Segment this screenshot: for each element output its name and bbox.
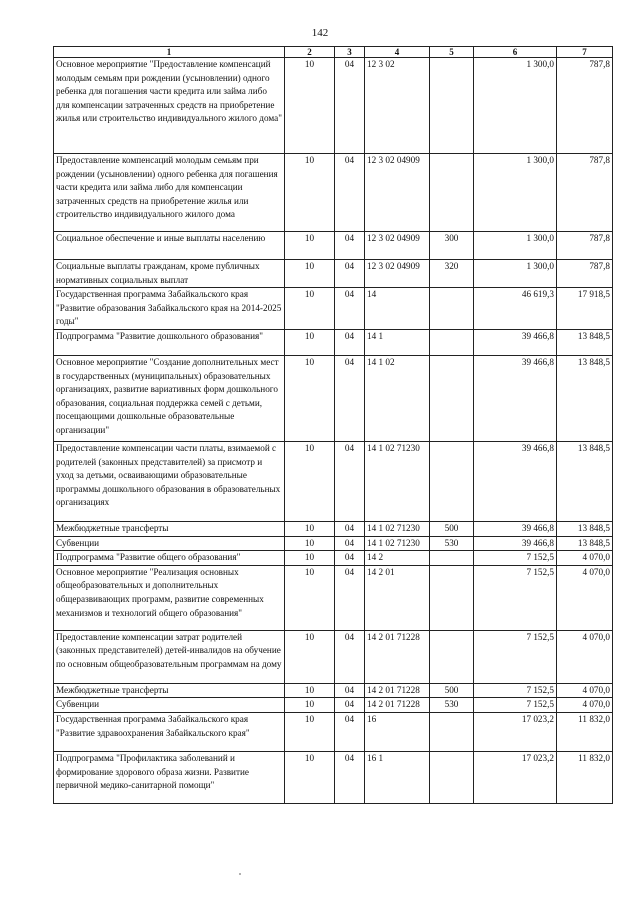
row-amount-planned: 17 023,2 [474,751,557,803]
row-subsection: 04 [335,355,365,441]
row-amount-executed: 13 848,5 [557,521,613,536]
row-amount-executed: 787,8 [557,232,613,260]
row-section: 10 [285,355,335,441]
table-row [54,154,613,232]
row-target-code: 14 2 01 71228 [365,683,430,698]
row-name: Предоставление компенсации затрат родителей (законных представителей) детей-инвалидов на обучение по основным общеобразовательным программам на дому [54,630,285,683]
row-amount-executed: 4 070,0 [557,565,613,630]
table-row [54,751,613,803]
table-row [54,536,613,551]
row-amount-planned: 17 023,2 [474,712,557,751]
row-subsection: 04 [335,630,365,683]
row-name: Основное мероприятие "Реализация основных общеобразовательных и дополнительных общеразвивающих программ, развитие современных механизмов и технологий общего образования" [54,565,285,630]
row-amount-executed: 13 848,5 [557,329,613,355]
row-subsection: 04 [335,683,365,698]
row-section: 10 [285,551,335,566]
table-row [54,329,613,355]
row-amount-executed: 787,8 [557,58,613,154]
row-target-code: 16 [365,712,430,751]
row-subsection: 04 [335,232,365,260]
row-expense-type [430,441,474,521]
row-section: 10 [285,232,335,260]
row-name: Социальные выплаты гражданам, кроме публичных нормативных социальных выплат [54,260,285,288]
row-section: 10 [285,58,335,154]
row-expense-type [430,58,474,154]
row-expense-type [430,751,474,803]
row-target-code: 14 [365,288,430,330]
row-expense-type: 530 [430,698,474,713]
row-target-code: 14 2 01 [365,565,430,630]
row-target-code: 14 1 02 71230 [365,521,430,536]
row-subsection: 04 [335,536,365,551]
column-header: 5 [430,47,474,58]
row-amount-executed: 13 848,5 [557,355,613,441]
row-amount-planned: 7 152,5 [474,630,557,683]
table-row [54,260,613,288]
row-amount-executed: 13 848,5 [557,441,613,521]
row-amount-planned: 1 300,0 [474,232,557,260]
row-name: Предоставление компенсаций молодым семьям при рождении (усыновлении) одного ребенка для погашения части кредита или займа либо для компенсации затраченных средств на приобретение жилья или строительство индивидуального жилого дома [54,154,285,232]
column-header: 2 [285,47,335,58]
row-section: 10 [285,260,335,288]
row-amount-planned: 7 152,5 [474,698,557,713]
row-target-code: 14 1 02 [365,355,430,441]
row-expense-type: 530 [430,536,474,551]
row-subsection: 04 [335,329,365,355]
row-section: 10 [285,154,335,232]
row-amount-planned: 7 152,5 [474,551,557,566]
row-expense-type [430,329,474,355]
row-name: Государственная программа Забайкальского края "Развитие здравоохранения Забайкальского края" [54,712,285,751]
row-subsection: 04 [335,260,365,288]
row-target-code: 14 1 [365,329,430,355]
table-row [54,521,613,536]
table-row [54,551,613,566]
row-expense-type [430,551,474,566]
row-amount-planned: 7 152,5 [474,683,557,698]
row-target-code: 16 1 [365,751,430,803]
row-expense-type [430,565,474,630]
row-subsection: 04 [335,154,365,232]
row-amount-planned: 1 300,0 [474,260,557,288]
column-header: 1 [54,47,285,58]
row-name: Основное мероприятие "Предоставление компенсаций молодым семьям при рождении (усыновлении) одного ребенка для погашения части кредита или займа либо для компенсации затраченных средств на приобретение жилья или строительство индивидуального жилого дома" [54,58,285,154]
row-amount-executed: 4 070,0 [557,551,613,566]
table-row [54,232,613,260]
scan-speck [239,873,241,875]
row-amount-planned: 39 466,8 [474,441,557,521]
row-name: Государственная программа Забайкальского края "Развитие образования Забайкальского края на 2014-2025 годы" [54,288,285,330]
row-name: Основное мероприятие "Создание дополнительных мест в государственных (муниципальных) образовательных организациях, развитие вариативных форм дошкольного образования, социальная поддержка семей с детьми, посещающими дошкольные образовательные организации" [54,355,285,441]
row-target-code: 14 1 02 71230 [365,441,430,521]
column-header: 7 [557,47,613,58]
table-row [54,441,613,521]
row-subsection: 04 [335,441,365,521]
table-row [54,565,613,630]
row-subsection: 04 [335,551,365,566]
row-expense-type [430,154,474,232]
row-subsection: 04 [335,751,365,803]
row-target-code: 14 2 [365,551,430,566]
table-row [54,288,613,330]
table-row [54,630,613,683]
row-name: Подпрограмма "Развитие дошкольного образования" [54,329,285,355]
row-amount-planned: 39 466,8 [474,521,557,536]
row-target-code: 12 3 02 04909 [365,154,430,232]
table-row [54,698,613,713]
row-expense-type: 300 [430,232,474,260]
row-amount-executed: 13 848,5 [557,536,613,551]
table-row [54,355,613,441]
row-name: Межбюджетные трансферты [54,683,285,698]
row-expense-type [430,712,474,751]
row-name: Предоставление компенсации части платы, взимаемой с родителей (законных представителей) за присмотр и уход за детьми, осваивающими образовательные программы дошкольного образования в образовательных организациях [54,441,285,521]
row-target-code: 12 3 02 04909 [365,232,430,260]
table-row [54,712,613,751]
row-amount-executed: 4 070,0 [557,683,613,698]
row-subsection: 04 [335,58,365,154]
row-amount-executed: 787,8 [557,260,613,288]
row-section: 10 [285,565,335,630]
column-header: 4 [365,47,430,58]
column-header: 3 [335,47,365,58]
row-expense-type: 500 [430,521,474,536]
row-amount-executed: 11 832,0 [557,712,613,751]
row-section: 10 [285,521,335,536]
row-amount-executed: 11 832,0 [557,751,613,803]
row-target-code: 12 3 02 [365,58,430,154]
row-amount-planned: 1 300,0 [474,58,557,154]
column-header: 6 [474,47,557,58]
row-target-code: 12 3 02 04909 [365,260,430,288]
table-row [54,683,613,698]
row-name: Субвенции [54,536,285,551]
row-amount-planned: 39 466,8 [474,536,557,551]
row-section: 10 [285,630,335,683]
row-section: 10 [285,441,335,521]
row-name: Социальное обеспечение и иные выплаты населению [54,232,285,260]
row-target-code: 14 1 02 71230 [365,536,430,551]
row-section: 10 [285,698,335,713]
row-amount-planned: 1 300,0 [474,154,557,232]
header-row [54,47,613,58]
row-name: Подпрограмма "Развитие общего образования" [54,551,285,566]
row-subsection: 04 [335,288,365,330]
row-section: 10 [285,536,335,551]
row-expense-type: 320 [430,260,474,288]
row-amount-planned: 46 619,3 [474,288,557,330]
row-subsection: 04 [335,521,365,536]
row-target-code: 14 2 01 71228 [365,630,430,683]
row-subsection: 04 [335,565,365,630]
budget-table [53,46,613,804]
row-amount-executed: 787,8 [557,154,613,232]
row-expense-type [430,288,474,330]
row-expense-type: 500 [430,683,474,698]
row-name: Подпрограмма "Профилактика заболеваний и формирование здорового образа жизни. Развитие первичной медико-санитарной помощи" [54,751,285,803]
row-subsection: 04 [335,712,365,751]
row-name: Межбюджетные трансферты [54,521,285,536]
table-row [54,58,613,154]
row-expense-type [430,355,474,441]
row-amount-planned: 39 466,8 [474,355,557,441]
page-number: 142 [311,27,329,39]
row-name: Субвенции [54,698,285,713]
row-subsection: 04 [335,698,365,713]
row-amount-planned: 39 466,8 [474,329,557,355]
row-amount-executed: 4 070,0 [557,698,613,713]
row-amount-executed: 17 918,5 [557,288,613,330]
row-section: 10 [285,683,335,698]
row-section: 10 [285,712,335,751]
row-section: 10 [285,288,335,330]
row-amount-planned: 7 152,5 [474,565,557,630]
row-section: 10 [285,751,335,803]
row-amount-executed: 4 070,0 [557,630,613,683]
row-target-code: 14 2 01 71228 [365,698,430,713]
row-section: 10 [285,329,335,355]
row-expense-type [430,630,474,683]
